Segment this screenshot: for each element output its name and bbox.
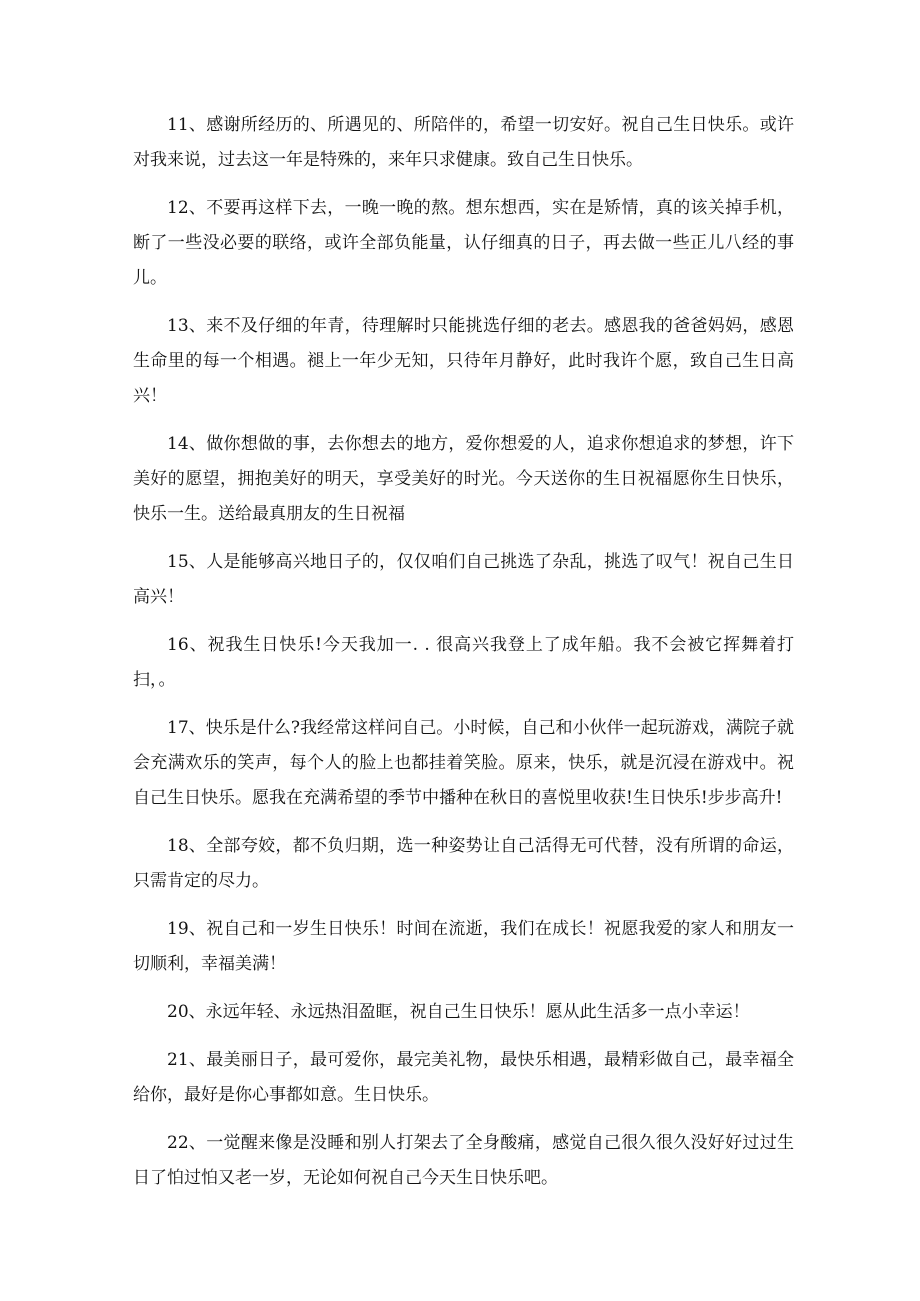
paragraph-19: 19、祝自己和一岁生日快乐！时间在流逝，我们在成长！祝愿我爱的家人和朋友一切顺利，幸福美满！	[133, 919, 794, 974]
paragraph-13: 13、来不及仔细的年青，待理解时只能挑选仔细的老去。感恩我的爸爸妈妈，感恩生命里的每一个相遇。褪上一年少无知，只待年月静好，此时我许个愿，致自己生日高兴！	[133, 316, 794, 406]
paragraph-20: 20、永远年轻、永远热泪盈眶，祝自己生日快乐！愿从此生活多一点小幸运！	[167, 1002, 750, 1022]
paragraph-16: 16、祝我生日快乐!今天我加一. . 很高兴我登上了成年船。我不会被它挥舞着打扫，。	[133, 635, 794, 690]
paragraph-12: 12、不要再这样下去，一晚一晚的熬。想东想西，实在是矫情，真的该关掉手机，断了一些没必要的联络，或许全部负能量，认仔细真的日子，再去做一些正儿八经的事儿。	[133, 198, 794, 288]
paragraph-11: 11、感谢所经历的、所遇见的、所陪伴的，希望一切安好。祝自己生日快乐。或许对我来说，过去这一年是特殊的，来年只求健康。致自己生日快乐。	[133, 115, 794, 170]
document-body	[133, 108, 794, 1209]
paragraph-21: 21、最美丽日子，最可爱你，最完美礼物，最快乐相遇，最精彩做自己，最幸福全给你，最好是你心事都如意。生日快乐。	[133, 1050, 794, 1105]
paragraph-22: 22、一觉醒来像是没睡和别人打架去了全身酸痛，感觉自己很久很久没好好过过生日了怕过怕又老一岁，无论如何祝自己今天生日快乐吧。	[133, 1133, 794, 1188]
paragraph-14: 14、做你想做的事，去你想去的地方，爱你想爱的人，追求你想追求的梦想，许下美好的愿望，拥抱美好的明天，享受美好的时光。今天送你的生日祝福愿你生日快乐，快乐一生。送给最真朋友的生日祝福	[133, 434, 794, 524]
paragraph-18: 18、全部夸姣，都不负归期，选一种姿势让自己活得无可代替，没有所谓的命运，只需肯定的尽力。	[133, 836, 794, 891]
paragraph-15: 15、人是能够高兴地日子的，仅仅咱们自己挑选了杂乱，挑选了叹气！祝自己生日高兴！	[133, 552, 794, 607]
paragraph-17: 17、快乐是什么?我经常这样问自己。小时候，自己和小伙伴一起玩游戏，满院子就会充满欢乐的笑声，每个人的脸上也都挂着笑脸。原来，快乐，就是沉浸在游戏中。祝自己生日快乐。愿我在充满希望的季节中播种在秋日的喜悦里收获!生日快乐!步步高升!	[133, 718, 794, 808]
